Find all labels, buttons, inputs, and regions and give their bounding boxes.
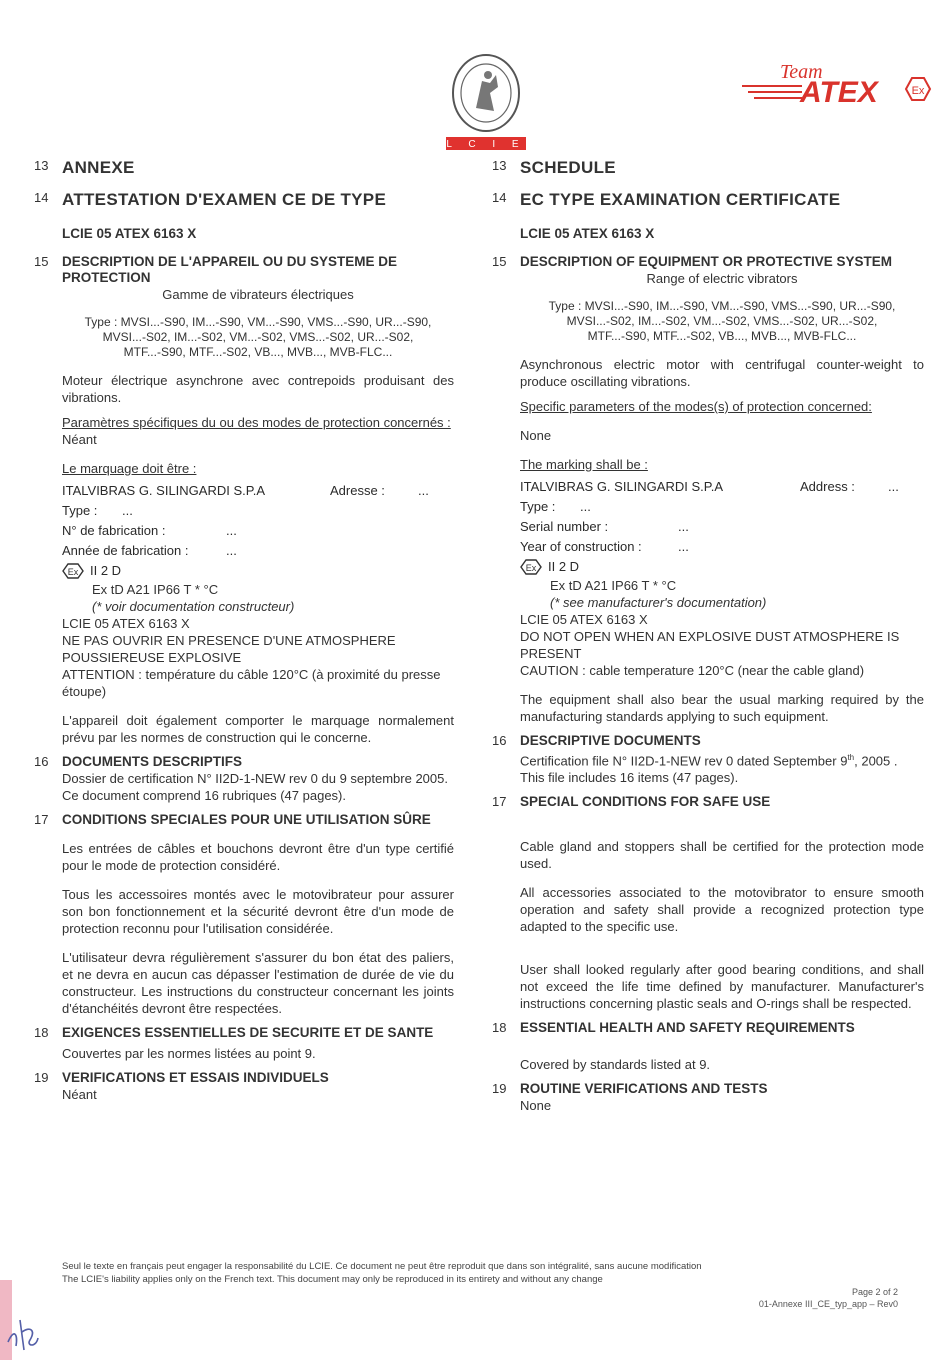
section-title: ATTESTATION D'EXAMEN CE DE TYPE xyxy=(62,190,387,209)
serial-value: ... xyxy=(226,523,237,538)
section-18-fr xyxy=(34,1025,454,1062)
maker-name: ITALVIBRAS G. SILINGARDI S.P.A xyxy=(520,479,724,494)
usual-marking-text: L'appareil doit également comporter le marquage normalement prévu par les normes de construction qui le concerne. xyxy=(62,713,454,745)
section-number: 17 xyxy=(492,794,507,810)
section-text: Néant xyxy=(62,1087,97,1102)
section-number: 13 xyxy=(492,158,507,173)
section-title: SPECIAL CONDITIONS FOR SAFE USE xyxy=(520,794,771,810)
section-number: 13 xyxy=(34,158,49,173)
condition-paragraph: Tous les accessoires montés avec le motovibrateur pour assurer son bon fonctionnement et la sécurité devront être d'un mode de protection reconnu pour l'utilisation considérée. xyxy=(62,887,454,936)
equipment-subtitle: Gamme de vibrateurs électriques xyxy=(162,287,354,302)
motor-description: Moteur électrique asynchrone avec contrepoids produisant des vibrations. xyxy=(62,373,454,405)
usual-marking-text: The equipment shall also bear the usual marking required by the manufacturing standards applying to such equipment. xyxy=(520,692,924,724)
svg-text:Ex: Ex xyxy=(67,567,79,577)
address-label: Adresse : xyxy=(330,483,385,498)
ex-note: (* voir documentation constructeur) xyxy=(92,599,295,614)
serial-label: Serial number : xyxy=(520,519,609,534)
type-line: MTF...-S90, MTF...-S02, VB..., MVB..., MVB-FLC... xyxy=(123,345,393,359)
file-contents: Ce document comprend 16 rubriques (47 pages). xyxy=(62,788,346,803)
section-13-fr xyxy=(34,158,454,178)
page-info xyxy=(740,1286,898,1310)
maker-name: ITALVIBRAS G. SILINGARDI S.P.A xyxy=(62,483,266,498)
section-15-en xyxy=(492,254,924,725)
params-value: Néant xyxy=(62,432,97,447)
section-number: 19 xyxy=(492,1081,507,1097)
ex-code: Ex tD A21 IP66 T * °C xyxy=(550,578,677,593)
warning-cable-temperature: CAUTION : cable temperature 120°C (near the cable gland) xyxy=(520,663,865,678)
section-number: 17 xyxy=(34,812,49,827)
condition-paragraph: User shall looked regularly after good bearing conditions, and shall not exceed the life time defined by manufacturer. Manufacturer's instructions concerning plastic seals and O-rings shall be respected. xyxy=(520,962,924,1012)
english-column xyxy=(492,158,924,1114)
year-value: ... xyxy=(226,543,237,558)
warning-cable-temperature: ATTENTION : température du câble 120°C (à proximité du presse étoupe) xyxy=(62,667,441,699)
section-title: DESCRIPTION OF EQUIPMENT OR PROTECTIVE SYSTEM xyxy=(520,254,893,269)
atex-word-text: ATEX xyxy=(800,76,878,108)
ex-marking-row xyxy=(62,561,454,581)
type-line: MTF...-S90, MTF...-S02, VB..., MVB..., MVB-FLC... xyxy=(587,329,857,343)
type-value: ... xyxy=(580,499,591,514)
section-16-fr xyxy=(34,754,454,804)
date-ordinal-suffix: th xyxy=(847,753,855,762)
ex-hexagon-icon xyxy=(62,563,84,579)
page-number: Page 2 of 2 xyxy=(851,1287,898,1297)
serial-value: ... xyxy=(678,519,689,534)
liability-footer xyxy=(62,1260,862,1286)
type-line: MVSI...-S02, IM...-S02, VM...-S02, VMS...-S02, UR...-S02, xyxy=(566,314,878,328)
type-label: Type : xyxy=(520,499,556,514)
type-line: Type : MVSI...-S90, IM...-S90, VM...-S90, VMS...-S90, UR...-S90, xyxy=(548,299,896,313)
atex-ex-text: Ex xyxy=(911,85,925,97)
certification-file-year: , 2005 . xyxy=(854,753,898,769)
condition-paragraph: Cable gland and stoppers shall be certified for the protection mode used. xyxy=(520,839,924,872)
ex-marking-row xyxy=(520,557,924,577)
section-number: 16 xyxy=(34,754,49,769)
certificate-reference: LCIE 05 ATEX 6163 X xyxy=(62,226,197,241)
section-title: EC TYPE EXAMINATION CERTIFICATE xyxy=(520,190,841,209)
certification-file-text: Certification file N° II2D-1-NEW rev 0 dated September 9 xyxy=(520,753,848,769)
marking-heading: The marking shall be : xyxy=(520,457,648,472)
section-title: DESCRIPTIVE DOCUMENTS xyxy=(520,733,701,748)
section-title: VERIFICATIONS ET ESSAIS INDIVIDUELS xyxy=(62,1070,329,1085)
section-number: 18 xyxy=(34,1025,49,1040)
address-label: Address : xyxy=(800,479,855,494)
type-label: Type : xyxy=(62,503,98,518)
svg-text:Ex: Ex xyxy=(525,563,537,573)
year-row xyxy=(62,541,454,561)
file-contents: This file includes 16 items (47 pages). xyxy=(520,770,739,786)
marking-heading: Le marquage doit être : xyxy=(62,461,197,476)
params-heading: Paramètres spécifiques du ou des modes de protection concernés : xyxy=(62,415,451,430)
certification-file: Dossier de certification N° II2D-1-NEW rev 0 du 9 septembre 2005. xyxy=(62,771,448,786)
cert-ref-marking: LCIE 05 ATEX 6163 X xyxy=(520,612,648,627)
team-atex-logo xyxy=(742,56,932,108)
year-label: Year of construction : xyxy=(520,539,642,554)
params-heading: Specific parameters of the modes(s) of protection concerned: xyxy=(520,399,872,414)
maker-row xyxy=(520,477,924,497)
section-18-en xyxy=(492,1020,924,1073)
section-title: EXIGENCES ESSENTIELLES DE SECURITE ET DE SANTE xyxy=(62,1025,434,1040)
year-label: Année de fabrication : xyxy=(62,543,189,558)
bureau-veritas-lcie-logo xyxy=(446,53,526,151)
section-title: ESSENTIAL HEALTH AND SAFETY REQUIREMENTS xyxy=(520,1020,855,1036)
section-title: CONDITIONS SPECIALES POUR UNE UTILISATION SÛRE xyxy=(62,812,431,827)
ex-group: II 2 D xyxy=(548,559,580,574)
ex-hexagon-icon xyxy=(520,559,542,575)
certification-file xyxy=(520,749,924,769)
section-15-fr xyxy=(34,254,454,746)
section-number: 15 xyxy=(492,254,507,269)
address-value: ... xyxy=(418,483,429,498)
section-14-fr xyxy=(34,190,454,242)
section-title: DOCUMENTS DESCRIPTIFS xyxy=(62,754,243,769)
section-title: ROUTINE VERIFICATIONS AND TESTS xyxy=(520,1081,768,1097)
type-row xyxy=(520,497,924,517)
certificate-reference: LCIE 05 ATEX 6163 X xyxy=(520,226,655,241)
section-text: Covered by standards listed at 9. xyxy=(520,1057,711,1073)
section-number: 18 xyxy=(492,1020,507,1036)
warning-no-open: DO NOT OPEN WHEN AN EXPLOSIVE DUST ATMOSPHERE IS PRESENT xyxy=(520,629,900,661)
footer-french: Seul le texte en français peut engager la responsabilité du LCIE. Ce document ne peut être reproduit que dans son intégralité, sans aucune modification xyxy=(62,1261,702,1272)
french-column xyxy=(34,158,454,1103)
maker-row xyxy=(62,481,454,501)
warning-no-open: NE PAS OUVRIR EN PRESENCE D'UNE ATMOSPHERE POUSSIEREUSE EXPLOSIVE xyxy=(62,633,396,665)
section-19-en xyxy=(492,1081,924,1114)
year-row xyxy=(520,537,924,557)
ex-note: (* see manufacturer's documentation) xyxy=(550,595,767,610)
form-reference: 01-Annexe III_CE_typ_app – Rev0 xyxy=(758,1299,898,1309)
type-line: Type : MVSI...-S90, IM...-S90, VM...-S90, VMS...-S90, UR...-S90, xyxy=(84,315,432,329)
equipment-subtitle: Range of electric vibrators xyxy=(646,271,798,286)
atex-script-text: Team xyxy=(780,61,823,83)
section-number: 15 xyxy=(34,254,49,269)
section-16-en xyxy=(492,733,924,786)
handwritten-initials xyxy=(0,1280,40,1360)
atex-ex-hexagon-icon xyxy=(906,78,930,100)
section-title: DESCRIPTION DE L'APPAREIL OU DU SYSTEME DE PROTECTION xyxy=(62,254,398,285)
type-row xyxy=(62,501,454,521)
serial-row xyxy=(520,517,924,537)
section-19-fr xyxy=(34,1070,454,1103)
section-title: ANNEXE xyxy=(62,158,135,177)
section-text: Couvertes par les normes listées au point 9. xyxy=(62,1046,316,1061)
section-14-en xyxy=(492,190,924,242)
condition-paragraph: Les entrées de câbles et bouchons devront être d'un type certifié pour le mode de protection considéré. xyxy=(62,841,454,873)
cert-ref-marking: LCIE 05 ATEX 6163 X xyxy=(62,616,190,631)
year-value: ... xyxy=(678,539,689,554)
params-value: None xyxy=(520,428,552,443)
address-value: ... xyxy=(888,479,899,494)
condition-paragraph: All accessories associated to the motovibrator to ensure smooth operation and safety shall provide a recognized protection type adapted to the specific use. xyxy=(520,885,924,935)
section-number: 16 xyxy=(492,733,507,748)
serial-label: N° de fabrication : xyxy=(62,523,166,538)
section-number: 14 xyxy=(34,190,49,205)
section-number: 14 xyxy=(492,190,507,205)
ex-code: Ex tD A21 IP66 T * °C xyxy=(92,582,219,597)
type-line: MVSI...-S02, IM...-S02, VM...-S02, VMS...-S02, UR...-S02, xyxy=(102,330,414,344)
section-17-en xyxy=(492,794,924,1012)
section-title: SCHEDULE xyxy=(520,158,616,177)
section-17-fr xyxy=(34,812,454,1017)
footer-english: The LCIE's liability applies only on the French text. This document may only be reproduced in its entirety and without any change xyxy=(62,1274,603,1285)
section-text: None xyxy=(520,1098,552,1114)
type-value: ... xyxy=(122,503,133,518)
ex-group: II 2 D xyxy=(90,563,122,578)
motor-description: Asynchronous electric motor with centrifugal counter-weight to produce oscillating vibrations. xyxy=(520,357,924,389)
lcie-band-text: L C I E xyxy=(446,139,526,150)
section-number: 19 xyxy=(34,1070,49,1085)
serial-row xyxy=(62,521,454,541)
section-13-en xyxy=(492,158,924,178)
condition-paragraph: L'utilisateur devra régulièrement s'assurer du bon état des paliers, et ne devra en aucun cas dépasser l'estimation de durée de vie du constructeur. Les instructions du constructeur concernant les joints d'étanchéités devront être respectées. xyxy=(62,950,454,1016)
